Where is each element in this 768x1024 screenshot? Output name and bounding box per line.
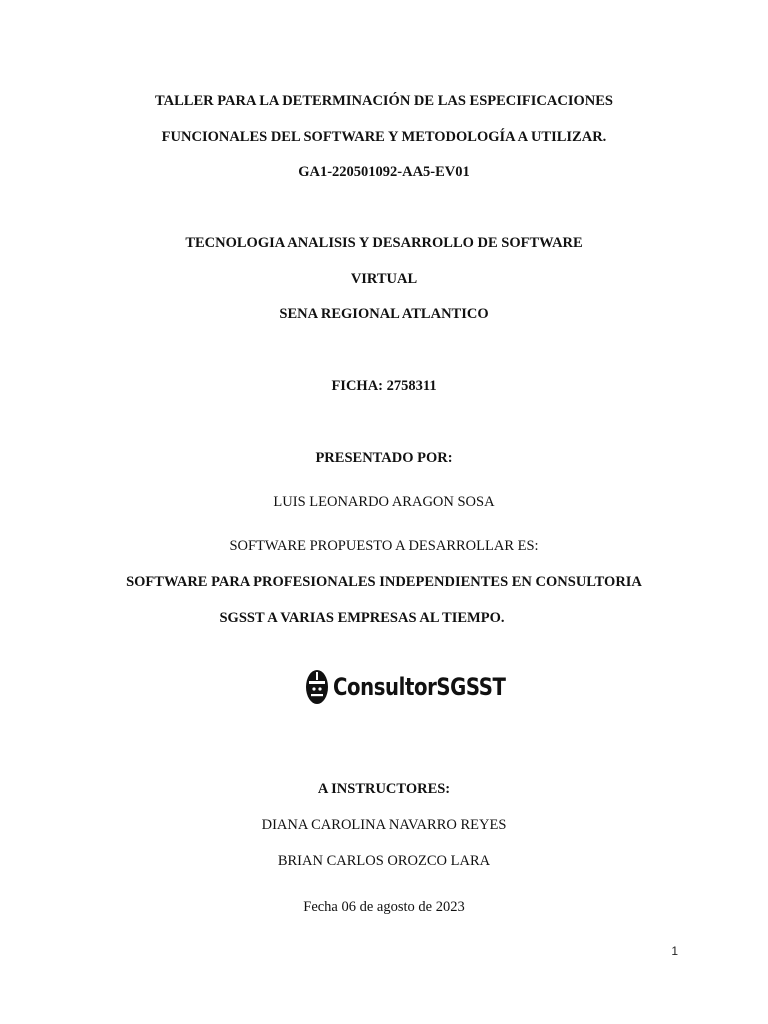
- logo-text: ConsultorSGSST: [333, 673, 506, 701]
- helmet-worker-icon: [305, 669, 329, 705]
- page-number: 1: [671, 944, 678, 958]
- proposal-line-1: SOFTWARE PARA PROFESIONALES INDEPENDIENTES EN CONSULTORIA: [126, 574, 642, 590]
- instructor-2: BRIAN CARLOS OROZCO LARA: [277, 853, 491, 869]
- institution: SENA REGIONAL ATLANTICO: [279, 306, 489, 322]
- instructors-heading: A INSTRUCTORES:: [317, 781, 451, 797]
- consultor-sgsst-logo: [305, 668, 543, 706]
- program-name: TECNOLOGIA ANALISIS Y DESARROLLO DE SOFTWARE: [185, 235, 583, 251]
- modality: VIRTUAL: [350, 271, 418, 287]
- title-line-1: TALLER PARA LA DETERMINACIÓN DE LAS ESPECIFICACIONES: [155, 93, 613, 109]
- author-name: LUIS LEONARDO ARAGON SOSA: [273, 494, 495, 510]
- activity-code: GA1-220501092-AA5-EV01: [298, 164, 470, 180]
- proposal-line-2: SGSST A VARIAS EMPRESAS AL TIEMPO.: [219, 610, 505, 626]
- presented-by-heading: PRESENTADO POR:: [315, 450, 453, 466]
- instructor-1: DIANA CAROLINA NAVARRO REYES: [261, 817, 507, 833]
- ficha-number: FICHA: 2758311: [331, 378, 437, 394]
- proposal-intro: SOFTWARE PROPUESTO A DESARROLLAR ES:: [229, 538, 539, 554]
- document-date: Fecha 06 de agosto de 2023: [303, 899, 465, 915]
- title-line-2: FUNCIONALES DEL SOFTWARE Y METODOLOGÍA A UTILIZAR.: [161, 129, 607, 145]
